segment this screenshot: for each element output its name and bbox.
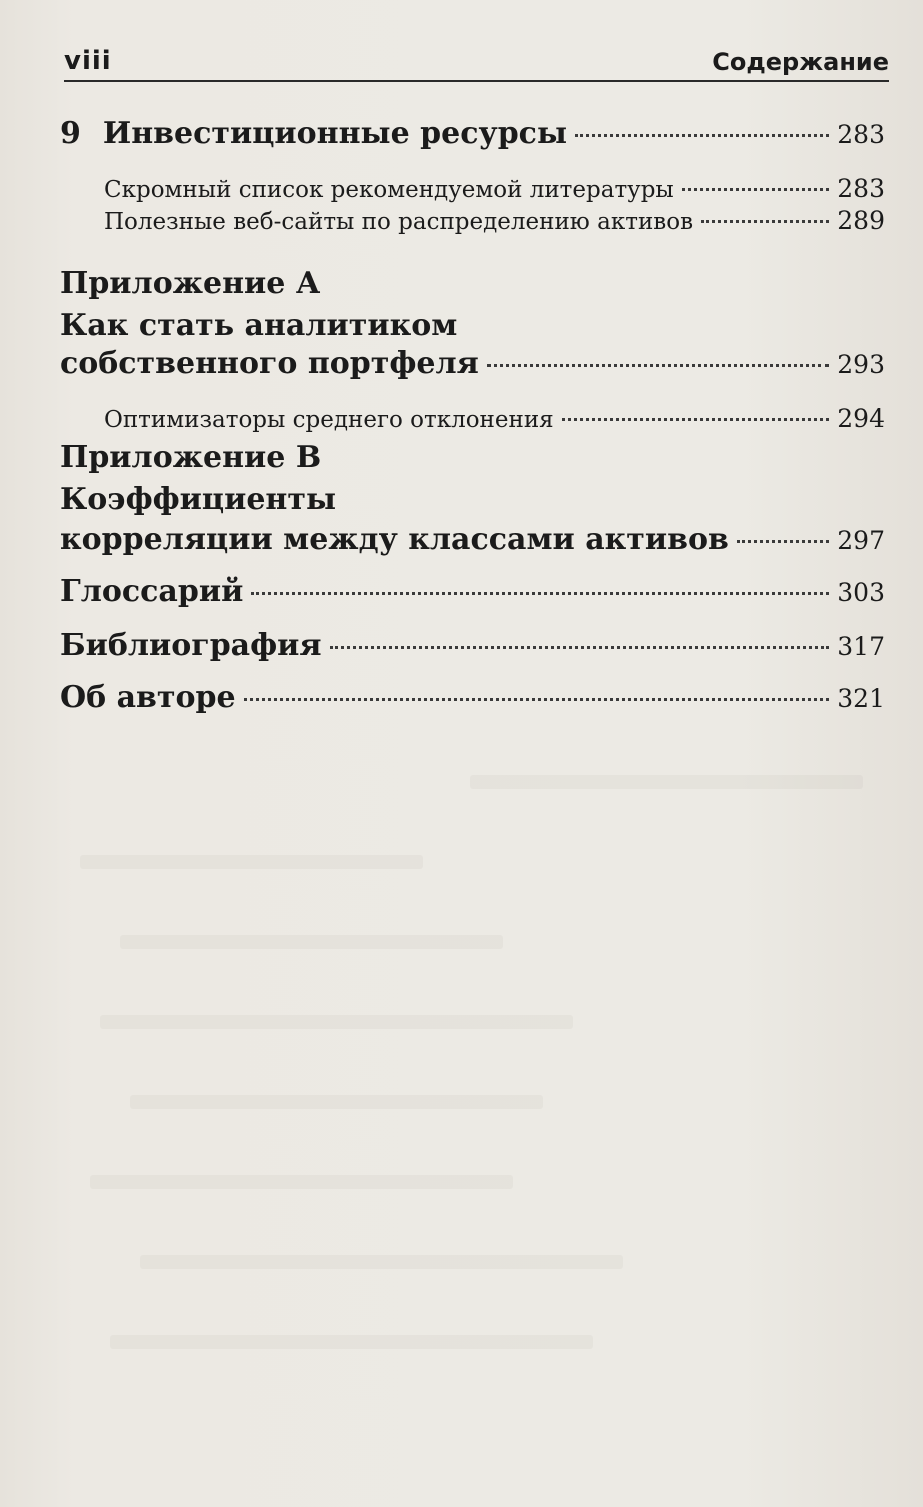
bleed-texture [120,935,503,949]
toc-entry-label [60,116,567,151]
dot-leader [562,418,830,421]
appendix-b-heading: Приложение В [60,440,322,475]
toc-page-number: 321 [837,684,885,713]
toc-page-number: 283 [837,120,885,149]
toc-entry-appendix-a[interactable] [60,346,885,381]
dot-leader [682,188,830,191]
appendix-a-title-line: Как стать аналитиком [60,308,458,343]
appendix-b-title-line: корреляции между классами активов [60,522,729,557]
bleed-texture [140,1255,623,1269]
running-title: Содержание [712,48,889,76]
dot-leader [701,220,829,223]
toc-subentry[interactable] [60,206,885,235]
toc-subentry[interactable] [60,404,885,433]
toc-page-number: 293 [837,350,885,379]
toc-page-number: 297 [837,526,885,555]
toc-entry-label: Глоссарий [60,574,244,609]
toc-subentry-label: Скромный список рекомендуемой литературы [104,177,674,203]
toc-subentry[interactable] [60,174,885,203]
appendix-a-heading: Приложение А [60,266,321,301]
bleed-texture [130,1095,543,1109]
dot-leader [575,134,829,137]
toc-entry-appendix-b[interactable] [60,522,885,557]
toc-entry-glossary[interactable] [60,574,885,609]
dot-leader [487,364,829,367]
bleed-texture [100,1015,573,1029]
page-number: viii [64,46,112,76]
toc-entry-bibliography[interactable] [60,628,885,663]
chapter-number: 9 [60,116,81,151]
chapter-title: Инвестиционные ресурсы [102,116,568,151]
toc-page-number: 289 [837,206,885,235]
bleed-texture [80,855,423,869]
bleed-texture [90,1175,513,1189]
bleed-texture [470,775,863,789]
toc-subentry-label: Полезные веб-сайты по распределению активов [104,209,694,235]
dot-leader [251,592,829,595]
appendix-b-title-line: Коэффициенты [60,482,337,517]
dot-leader [737,540,829,543]
page-header [64,40,889,82]
dot-leader [244,698,830,701]
toc-page-number: 294 [837,404,885,433]
toc-page-number: 303 [837,578,885,607]
toc-subentry-label: Оптимизаторы среднего отклонения [104,407,554,433]
toc-entry-about-author[interactable] [60,680,885,715]
dot-leader [330,646,830,649]
appendix-a-title-line: собственного портфеля [60,346,479,381]
bleed-texture [110,1335,593,1349]
toc-page-number: 283 [837,174,885,203]
toc-page-number: 317 [837,632,885,661]
toc-entry-chapter-9[interactable] [60,116,885,151]
toc-entry-label: Об авторе [60,680,236,715]
toc-entry-label: Библиография [60,628,322,663]
